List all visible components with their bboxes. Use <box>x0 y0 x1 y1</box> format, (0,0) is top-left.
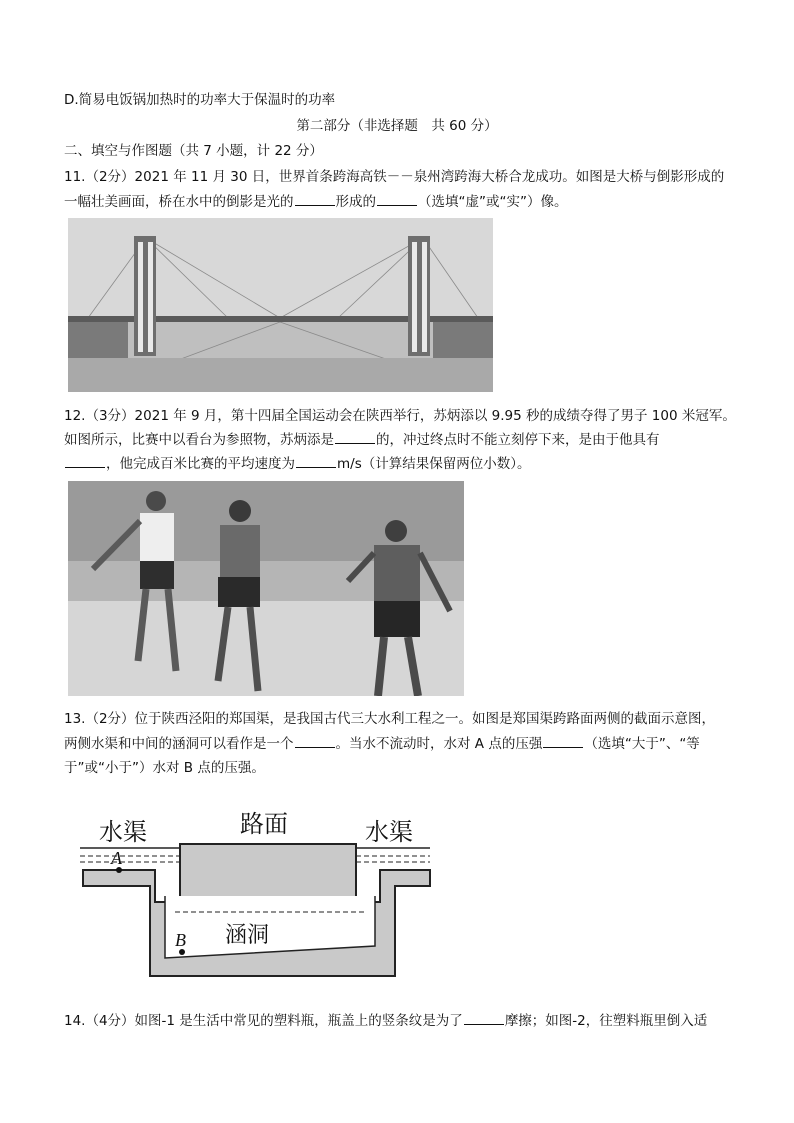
q11-blank-2 <box>377 193 417 206</box>
q13-text-c: （选填“大于”、“等 <box>584 736 700 752</box>
q13-text-b: 。当水不流动时，水对 A 点的压强 <box>335 736 543 752</box>
option-d: D.简易电饭锅加热时的功率大于保温时的功率 <box>64 92 336 108</box>
q12-blank-2 <box>65 455 105 468</box>
q13-blank-2 <box>543 735 583 748</box>
bridge-image <box>68 218 493 392</box>
q12-text-d: m/s（计算结果保留两位小数）。 <box>337 456 531 472</box>
q13-line3: 于”或“小于”）水对 B 点的压强。 <box>64 760 265 776</box>
q12-text-c: ，他完成百米比赛的平均速度为 <box>106 456 295 472</box>
q11-blank-1 <box>295 193 335 206</box>
q12-line2 <box>64 430 660 450</box>
label-left-canal: 水渠 <box>99 818 147 846</box>
q11-text-c: （选填“虚”或“实”）像。 <box>418 194 568 210</box>
q13-text-a: 两侧水渠和中间的涵洞可以看作是一个 <box>64 736 294 752</box>
q11-line2 <box>64 192 567 212</box>
q11-text-a: 一幅壮美画面，桥在水中的倒影是光的 <box>64 194 294 210</box>
q14-line1 <box>64 1011 707 1031</box>
q14-text-a: 14.（4分）如图-1 是生活中常见的塑料瓶，瓶盖上的竖条纹是为了 <box>64 1013 463 1029</box>
q13-blank-1 <box>295 735 335 748</box>
sprint-image <box>68 481 464 696</box>
q13-line1: 13.（2分）位于陕西泾阳的郑国渠，是我国古代三大水利工程之一。如图是郑国渠跨路面两侧的截面示意图， <box>64 711 716 727</box>
part-title: 第二部分（非选择题 共 60 分） <box>296 118 498 134</box>
sprint-photo <box>68 481 464 696</box>
canal-diagram <box>75 796 435 988</box>
label-b: B <box>175 930 186 950</box>
q12-blank-1 <box>335 431 375 444</box>
q14-text-b: 摩擦；如图-2，往塑料瓶里倒入适 <box>504 1013 708 1029</box>
bridge-photo <box>68 218 493 392</box>
q12-line1: 12.（3分）2021 年 9 月，第十四届全国运动会在陕西举行，苏炳添以 9.95 秒的成绩夺得了男子 100 米冠军。 <box>64 408 736 424</box>
section-title: 二、填空与作图题（共 7 小题，计 22 分） <box>64 143 323 159</box>
label-right-canal: 水渠 <box>365 818 413 846</box>
label-culvert: 涵洞 <box>225 923 270 948</box>
q12-text-b: 的，冲过终点时不能立刻停下来，是由于他具有 <box>376 432 660 448</box>
label-road: 路面 <box>240 810 288 838</box>
q13-line2 <box>64 734 700 754</box>
q12-text-a: 如图所示，比赛中以看台为参照物，苏炳添是 <box>64 432 334 448</box>
q11-line1: 11.（2分）2021 年 11 月 30 日，世界首条跨海高铁－－泉州湾跨海大桥合龙成功。如图是大桥与倒影形成的 <box>64 169 725 185</box>
q12-blank-3 <box>296 455 336 468</box>
q12-line3 <box>64 454 530 474</box>
q14-blank-1 <box>464 1012 504 1025</box>
q11-text-b: 形成的 <box>335 194 376 210</box>
label-a: A <box>111 848 122 868</box>
